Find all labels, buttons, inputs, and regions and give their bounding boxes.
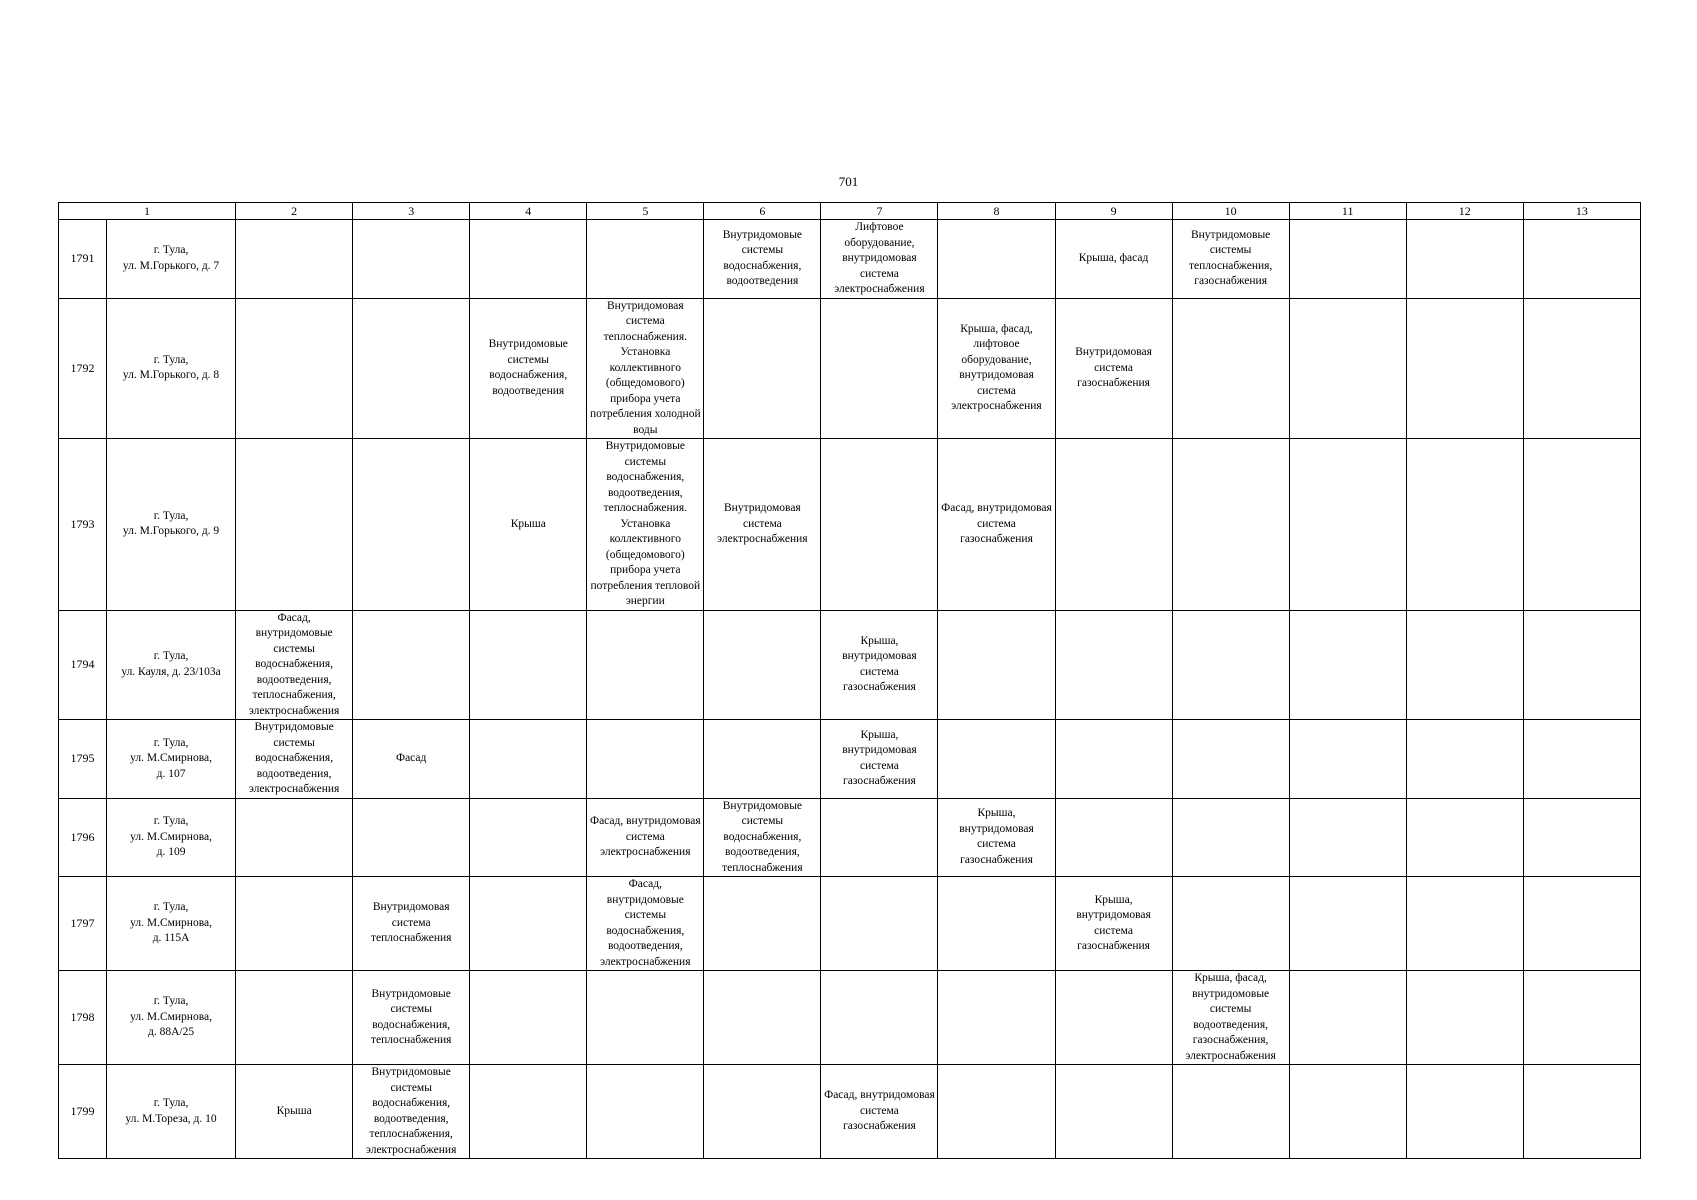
table-row [59,798,1641,877]
work-cell-col-5 [587,1065,704,1159]
work-cell-col-10 [1172,720,1289,799]
row-number: 1793 [59,439,107,611]
work-cell-col-4 [470,1065,587,1159]
column-header-2: 2 [236,203,353,220]
work-cell-col-9 [1055,971,1172,1065]
table-row [59,1065,1641,1159]
work-cell-col-3: Внутридомовые системы водоснабжения, теплоснабжения [353,971,470,1065]
work-cell-col-6: Внутридомовая система электроснабжения [704,439,821,611]
work-cell-col-3 [353,298,470,439]
column-header-10: 10 [1172,203,1289,220]
work-cell-col-9 [1055,798,1172,877]
work-cell-col-3 [353,439,470,611]
table-header [59,203,1641,220]
work-cell-col-13 [1523,439,1640,611]
work-cell-col-7: Крыша, внутридомовая система газоснабжения [821,720,938,799]
work-cell-col-9: Крыша, внутридомовая система газоснабжения [1055,877,1172,971]
column-header-4: 4 [470,203,587,220]
work-cell-col-8: Крыша, фасад, лифтовое оборудование, внутридомовая система электроснабжения [938,298,1055,439]
work-cell-col-10: Крыша, фасад, внутридомовые системы водоотведения, газоснабжения, электроснабжения [1172,971,1289,1065]
work-cell-col-7 [821,971,938,1065]
work-cell-col-8 [938,610,1055,720]
work-cell-col-10 [1172,798,1289,877]
table-body [59,220,1641,1159]
row-number: 1792 [59,298,107,439]
work-cell-col-7 [821,298,938,439]
column-header-13: 13 [1523,203,1640,220]
column-header-5: 5 [587,203,704,220]
address-cell: г. Тула, ул. Кауля, д. 23/103а [107,610,236,720]
work-cell-col-4 [470,971,587,1065]
work-cell-col-10 [1172,1065,1289,1159]
work-cell-col-4 [470,220,587,299]
work-cell-col-10 [1172,610,1289,720]
work-cell-col-9 [1055,610,1172,720]
work-cell-col-12 [1406,877,1523,971]
work-cell-col-13 [1523,720,1640,799]
table-row [59,298,1641,439]
work-cell-col-4: Внутридомовые системы водоснабжения, водоотведения [470,298,587,439]
work-cell-col-9: Крыша, фасад [1055,220,1172,299]
column-header-6: 6 [704,203,821,220]
work-cell-col-3: Внутридомовые системы водоснабжения, водоотведения, теплоснабжения, электроснабжения [353,1065,470,1159]
work-cell-col-7 [821,439,938,611]
work-cell-col-2: Внутридомовые системы водоснабжения, водоотведения, электроснабжения [236,720,353,799]
column-header-3: 3 [353,203,470,220]
work-cell-col-6 [704,298,821,439]
row-number: 1799 [59,1065,107,1159]
work-cell-col-5: Фасад, внутридомовые системы водоснабжения, водоотведения, электроснабжения [587,877,704,971]
column-header-8: 8 [938,203,1055,220]
work-cell-col-2 [236,298,353,439]
work-cell-col-9 [1055,720,1172,799]
work-cell-col-10 [1172,439,1289,611]
table-row [59,720,1641,799]
work-cell-col-11 [1289,610,1406,720]
work-cell-col-8 [938,720,1055,799]
work-cell-col-11 [1289,298,1406,439]
work-cell-col-3 [353,610,470,720]
work-cell-col-5 [587,220,704,299]
work-cell-col-6 [704,971,821,1065]
work-cell-col-5: Внутридомовые системы водоснабжения, водоотведения, теплоснабжения. Установка коллективного (общедомового) прибора учета потребления тепловой энергии [587,439,704,611]
work-cell-col-8 [938,877,1055,971]
address-cell: г. Тула, ул. М.Смирнова, д. 109 [107,798,236,877]
repair-schedule-table [58,202,1641,1159]
work-cell-col-5 [587,720,704,799]
row-number: 1797 [59,877,107,971]
work-cell-col-13 [1523,610,1640,720]
work-cell-col-11 [1289,1065,1406,1159]
work-cell-col-8 [938,220,1055,299]
work-cell-col-5 [587,971,704,1065]
work-cell-col-3 [353,798,470,877]
work-cell-col-3: Внутридомовая система теплоснабжения [353,877,470,971]
work-cell-col-12 [1406,439,1523,611]
work-cell-col-12 [1406,720,1523,799]
work-cell-col-2 [236,971,353,1065]
work-cell-col-10: Внутридомовые системы теплоснабжения, газоснабжения [1172,220,1289,299]
work-cell-col-13 [1523,798,1640,877]
address-cell: г. Тула, ул. М.Смирнова, д. 107 [107,720,236,799]
work-cell-col-13 [1523,877,1640,971]
work-cell-col-12 [1406,610,1523,720]
work-cell-col-5: Фасад, внутридомовая система электроснабжения [587,798,704,877]
work-cell-col-5 [587,610,704,720]
work-cell-col-3: Фасад [353,720,470,799]
table-row [59,220,1641,299]
work-cell-col-4 [470,877,587,971]
row-number: 1798 [59,971,107,1065]
table-row [59,877,1641,971]
work-cell-col-8: Фасад, внутридомовая система газоснабжения [938,439,1055,611]
column-header-1: 1 [59,203,236,220]
address-cell: г. Тула, ул. М.Смирнова, д. 88А/25 [107,971,236,1065]
column-header-7: 7 [821,203,938,220]
work-cell-col-13 [1523,298,1640,439]
work-cell-col-2 [236,798,353,877]
work-cell-col-11 [1289,798,1406,877]
table-row [59,610,1641,720]
work-cell-col-7: Фасад, внутридомовая система газоснабжения [821,1065,938,1159]
work-cell-col-5: Внутридомовая система теплоснабжения. Установка коллективного (общедомового) прибора учета потребления холодной воды [587,298,704,439]
work-cell-col-7: Крыша, внутридомовая система газоснабжения [821,610,938,720]
work-cell-col-7: Лифтовое оборудование, внутридомовая система электроснабжения [821,220,938,299]
work-cell-col-6 [704,1065,821,1159]
work-cell-col-3 [353,220,470,299]
work-cell-col-9: Внутридомовая система газоснабжения [1055,298,1172,439]
work-cell-col-8 [938,971,1055,1065]
work-cell-col-2 [236,439,353,611]
work-cell-col-12 [1406,298,1523,439]
work-cell-col-12 [1406,220,1523,299]
work-cell-col-11 [1289,220,1406,299]
work-cell-col-6 [704,877,821,971]
row-number: 1791 [59,220,107,299]
address-cell: г. Тула, ул. М.Горького, д. 9 [107,439,236,611]
work-cell-col-6: Внутридомовые системы водоснабжения, водоотведения [704,220,821,299]
column-header-11: 11 [1289,203,1406,220]
row-number: 1794 [59,610,107,720]
row-number: 1795 [59,720,107,799]
address-cell: г. Тула, ул. М.Горького, д. 7 [107,220,236,299]
work-cell-col-10 [1172,877,1289,971]
work-cell-col-11 [1289,877,1406,971]
work-cell-col-11 [1289,720,1406,799]
work-cell-col-9 [1055,1065,1172,1159]
header-row [59,203,1641,220]
address-cell: г. Тула, ул. М.Горького, д. 8 [107,298,236,439]
work-cell-col-12 [1406,1065,1523,1159]
work-cell-col-2: Фасад, внутридомовые системы водоснабжения, водоотведения, теплоснабжения, электроснабжения [236,610,353,720]
work-cell-col-2 [236,220,353,299]
work-cell-col-13 [1523,971,1640,1065]
work-cell-col-12 [1406,798,1523,877]
work-cell-col-10 [1172,298,1289,439]
work-cell-col-11 [1289,971,1406,1065]
table-row [59,439,1641,611]
address-cell: г. Тула, ул. М.Смирнова, д. 115А [107,877,236,971]
work-cell-col-8: Крыша, внутридомовая система газоснабжения [938,798,1055,877]
table-row [59,971,1641,1065]
work-cell-col-4: Крыша [470,439,587,611]
work-cell-col-9 [1055,439,1172,611]
work-cell-col-11 [1289,439,1406,611]
address-cell: г. Тула, ул. М.Тореза, д. 10 [107,1065,236,1159]
work-cell-col-2: Крыша [236,1065,353,1159]
work-cell-col-4 [470,720,587,799]
work-cell-col-2 [236,877,353,971]
work-cell-col-8 [938,1065,1055,1159]
page-number: 701 [838,174,859,189]
column-header-9: 9 [1055,203,1172,220]
work-cell-col-7 [821,877,938,971]
work-cell-col-4 [470,798,587,877]
column-header-12: 12 [1406,203,1523,220]
work-cell-col-6: Внутридомовые системы водоснабжения, водоотведения, теплоснабжения [704,798,821,877]
work-cell-col-4 [470,610,587,720]
work-cell-col-13 [1523,220,1640,299]
work-cell-col-13 [1523,1065,1640,1159]
work-cell-col-6 [704,720,821,799]
row-number: 1796 [59,798,107,877]
work-cell-col-7 [821,798,938,877]
work-cell-col-12 [1406,971,1523,1065]
work-cell-col-6 [704,610,821,720]
